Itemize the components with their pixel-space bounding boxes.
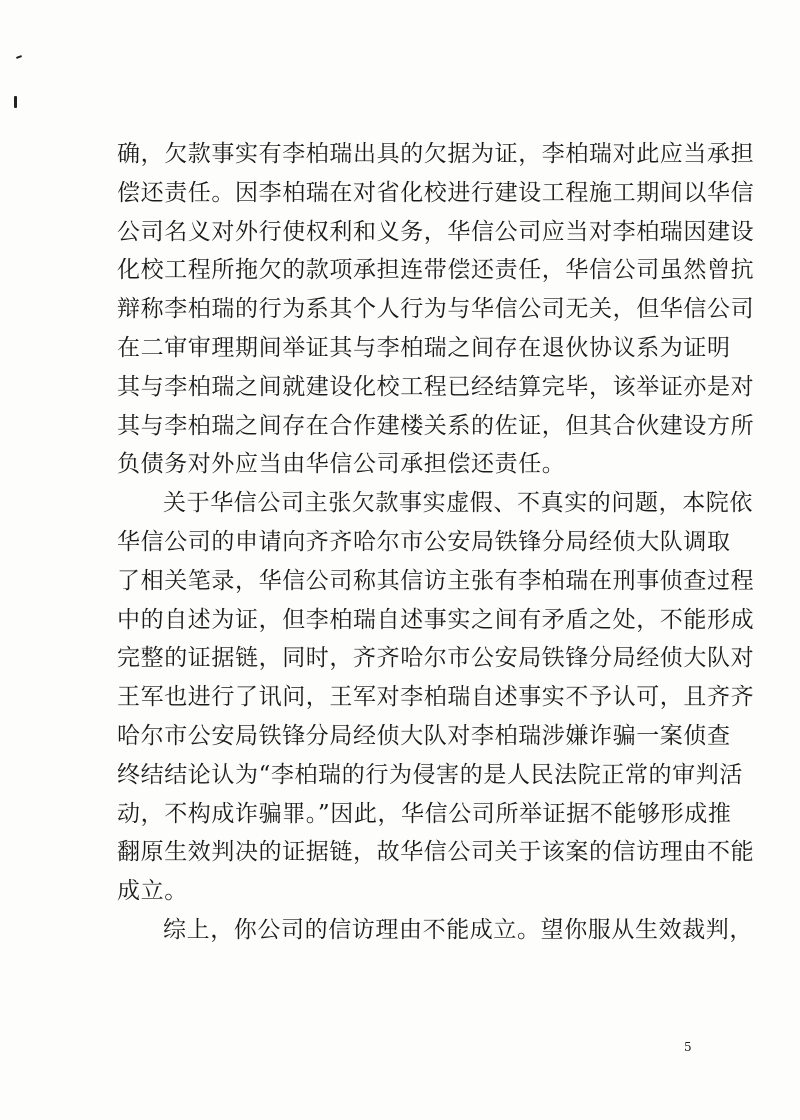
text-line: 终结结论认为“李柏瑞的行为侵害的是人民法院正常的审判活 [117,761,743,788]
document-body [117,135,755,950]
paragraph-first-line: 关于华信公司主张欠款事实虚假、不真实的问题，本院依 [163,490,753,517]
text-line: 中的自述为证，但李柏瑞自述事实之间有矛盾之处，不能形成 [117,606,755,633]
scan-artifact-mark [14,96,17,108]
text-line: 成立。 [117,878,188,905]
text-line: 确，欠款事实有李柏瑞出具的欠据为证，李柏瑞对此应当承担 [117,141,755,167]
text-line: 华信公司的申请向齐齐哈尔市公安局铁锋分局经侦大队调取 [117,528,731,555]
text-line: 辩称李柏瑞的行为系其个人行为与华信公司无关，但华信公司 [117,296,755,323]
text-line: 其与李柏瑞之间就建设化校工程已经结算完毕，该举证亦是对 [117,373,755,400]
paragraph-first-line: 综上，你公司的信访理由不能成立。望你服从生效裁判， [163,916,753,943]
text-line: 负债务对外应当由华信公司承担偿还责任。 [117,451,566,478]
page-number: 5 [684,1040,692,1054]
text-line: 翻原生效判决的证据链，故华信公司关于该案的信访理由不能 [117,839,755,866]
text-line: 动，不构成诈骗罪。”因此，华信公司所举证据不能够形成推 [117,800,732,827]
text-line: 王军也进行了讯问，王军对李柏瑞自述事实不予认可，且齐齐 [117,684,755,711]
text-line: 化校工程所拖欠的款项承担连带偿还责任，华信公司虽然曾抗 [117,257,755,284]
text-line: 了相关笔录，华信公司称其信访主张有李柏瑞在刑事侦查过程 [117,567,755,594]
text-line: 公司名义对外行使权利和义务，华信公司应当对李柏瑞因建设 [117,218,755,245]
text-line: 其与李柏瑞之间存在合作建楼关系的佐证，但其合伙建设方所 [117,412,755,439]
text-line: 完整的证据链，同时，齐齐哈尔市公安局铁锋分局经侦大队对 [117,645,755,672]
scan-artifact-mark [16,55,22,59]
text-line: 偿还责任。因李柏瑞在对省化校进行建设工程施工期间以华信 [117,179,755,206]
text-line: 在二审审理期间举证其与李柏瑞之间存在退伙协议系为证明 [117,334,731,361]
text-line: 哈尔市公安局铁锋分局经侦大队对李柏瑞涉嫌诈骗一案侦查 [117,722,731,749]
